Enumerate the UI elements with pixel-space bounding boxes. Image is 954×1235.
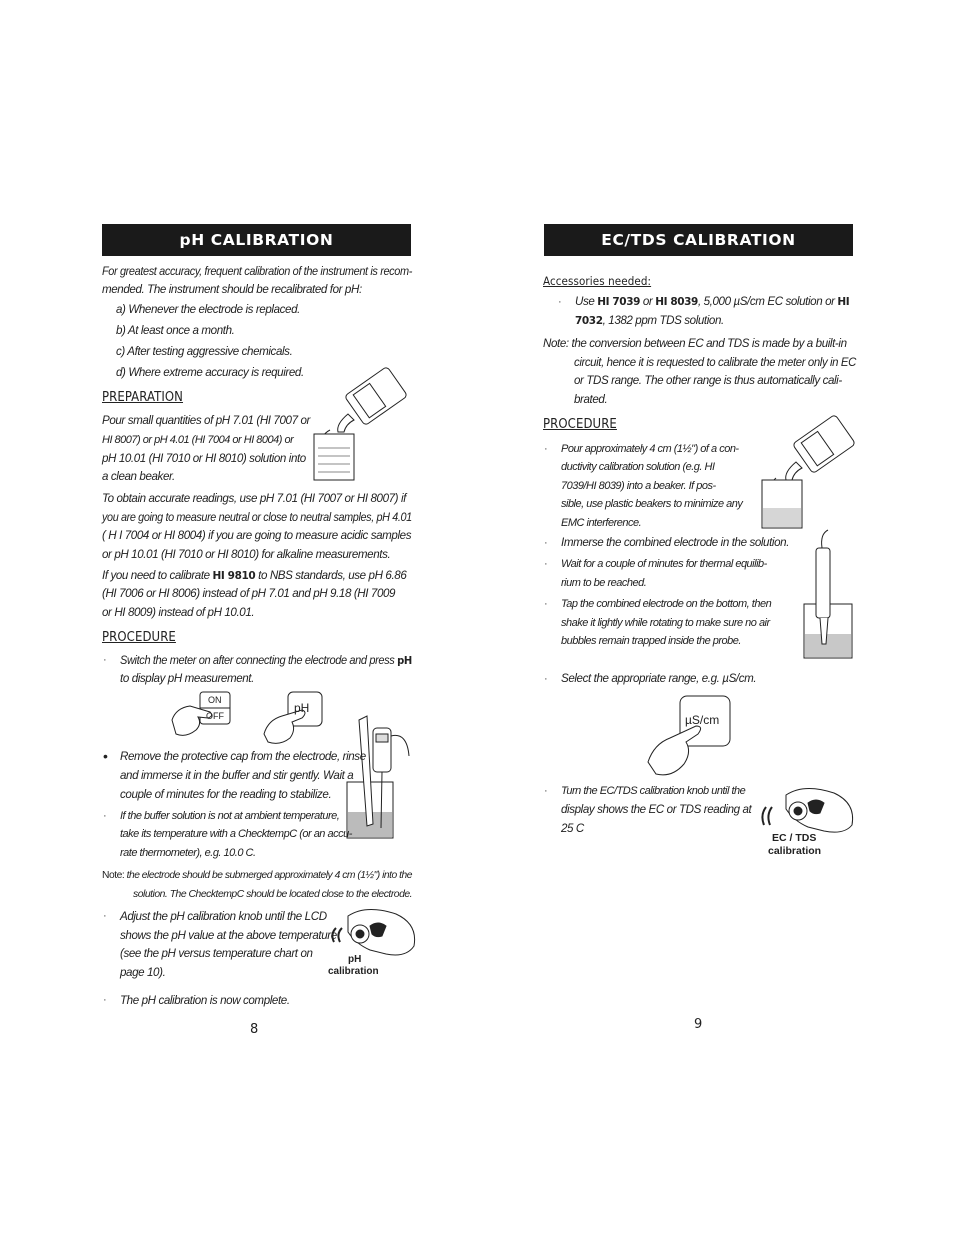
ph-key-ref: pH [397,655,412,667]
step5-line: The pH calibration is now complete. [120,994,290,1007]
model-name: HI 7039 [597,296,641,308]
ec-step6-line: Turn the EC/TDS calibration knob until the [561,785,746,797]
acc-text: Use [575,295,598,308]
ec-step6-line: display shows the EC or TDS reading at [561,803,752,816]
accurate-line: To obtain accurate readings, use pH 7.01 (HI 7007 or HI 8007) if [102,492,406,505]
off-label: OFF [206,711,224,721]
hand-us-cm-key-illustration [646,694,734,782]
hand-ph-key-illustration [262,690,326,748]
ec-note-line: or TDS range. The other range is thus automatically cali- [574,374,842,387]
model-name: HI 8039 [655,296,698,308]
bullet-dot: · [103,994,107,1006]
page-number-right: 9 [694,1017,703,1032]
intro-line-2: mended. The instrument should be recalibrated for pH: [102,283,362,296]
accurate-line: ( H I 7004 or HI 8004) if you are going to measure acidic samples [102,529,412,542]
nbs-line-3: or HI 8009) instead of pH 10.01. [102,606,255,619]
ec-step1-line: EMC interference. [561,517,642,529]
bullet-dot: · [103,810,107,822]
prep-line: HI 8007) or pH 4.01 (HI 7004 or HI 8004) or [102,434,294,446]
step1-line-1 [120,652,412,671]
step3-line: If the buffer solution is not at ambient temperature, [120,810,340,822]
nbs-line-2: (HI 7006 or HI 8006) instead of pH 7.01 and pH 9.18 (HI 7009 [102,587,396,600]
ec-step5-line: Select the appropriate range, e.g. µS/cm. [561,672,757,685]
step4-line: page 10). [120,966,166,979]
list-item: d) Where extreme accuracy is required. [116,366,304,379]
procedure-heading-left: PROCEDURE [102,630,176,645]
ec-tds-calibration-title [544,224,853,256]
ec-step6-line: 25 C [561,822,584,835]
step4-line: Adjust the pH calibration knob until the LCD [120,910,327,923]
note-label: Note: [102,869,125,881]
page-number-left: 8 [250,1022,259,1037]
step2-line: and immerse it in the buffer and stir gently. Wait a [120,769,354,782]
ec-step2-line: Immerse the combined electrode in the solution. [561,536,790,549]
on-label: ON [208,695,222,705]
ec-step4-line: shake it lightly while rotating to make sure no air [561,617,770,629]
nbs-pre: If you need to calibrate [102,569,213,582]
bullet-dot: · [544,537,548,549]
ph-calibration-title-text: pH CALIBRATION [179,231,334,249]
ec-step4-line: bubbles remain trapped inside the probe. [561,635,741,647]
prep-line: Pour small quantities of pH 7.01 (HI 7007 or [102,414,310,427]
model-name: HI [837,296,850,308]
ph-knob-label-1: pH [348,954,362,965]
nbs-post: to NBS standards, use pH 6.86 [255,569,407,582]
ph-calibration-title [102,224,411,256]
bullet-dot: · [544,558,548,570]
step4-line: (see the pH versus temperature chart on [120,947,313,960]
intro-line-1: For greatest accuracy, frequent calibration of the instrument is recom- [102,265,412,278]
hand-on-off-illustration [170,690,236,740]
electrode-beaker-illustration [345,716,415,842]
accessories-line-2 [575,312,724,331]
acc-text: or [640,295,656,308]
bullet-dot: · [103,910,107,922]
bullet-dot: · [544,673,548,685]
ec-step3-line: Wait for a couple of minutes for thermal equilib- [561,558,767,570]
acc-text: , 1382 ppm TDS solution. [602,314,724,327]
prep-line: pH 10.01 (HI 7010 or HI 8010) solution into [102,452,306,465]
ec-note-line: circuit, hence it is requested to calibrate the meter only in EC [574,356,857,369]
bullet-dot: · [544,443,548,455]
step1-line-2: to display pH measurement. [120,672,254,685]
accessories-heading: Accessories needed: [543,274,652,288]
step2-line: Remove the protective cap from the electrode, rinse [120,750,366,763]
acc-text: , 5,000 µS/cm EC solution or [697,295,838,308]
accessories-line-1 [575,293,849,312]
ec-knob-label-2: calibration [768,845,822,857]
model-name: 7032 [575,315,603,327]
procedure-heading-right: PROCEDURE [543,417,617,432]
ec-step1-line: ductivity calibration solution (e.g. HI [561,461,715,473]
accurate-line: you are going to measure neutral or close to neutral samples, pH 4.01 [102,511,412,524]
step4-line: shows the pH value at the above temperature [120,929,337,942]
list-item: b) At least once a month. [116,324,235,337]
preparation-heading: PREPARATION [102,390,184,405]
us-cm-key-label: µS/cm [685,713,720,727]
list-item: a) Whenever the electrode is replaced. [116,303,300,316]
ec-step1-line: 7039/HI 8039) into a beaker. If pos- [561,480,716,492]
bullet-dot: · [558,296,562,308]
ph-key-label: pH [294,701,310,715]
ec-note-line: Note: the conversion between EC and TDS is made by a built-in [543,337,847,350]
step1-pre: Switch the meter on after connecting the electrode and press [120,654,398,667]
list-item: c) After testing aggressive chemicals. [116,345,293,358]
bullet-dot: • [103,748,108,764]
note-line-2: solution. The ChecktempC should be located close to the electrode. [133,888,413,900]
ph-knob-label-2: calibration [328,966,379,977]
bottle-beaker-illustration [308,372,413,482]
step3-line: rate thermometer), e.g. 10.0 C. [120,847,256,859]
step3-line: take its temperature with a ChecktempC (or an accu- [120,828,352,840]
ec-step4-line: Tap the combined electrode on the bottom, then [561,598,772,610]
ec-step1-line: sible, use plastic beakers to minimize any [561,498,743,510]
bullet-dot: · [544,785,548,797]
bullet-dot: · [103,654,107,666]
ec-step3-line: rium to be reached. [561,577,647,589]
ec-note-line: brated. [574,393,608,406]
note-line-1 [102,866,412,885]
accurate-line: or pH 10.01 (HI 7010 or HI 8010) for alkaline measurements. [102,548,391,561]
ec-electrode-beaker-illustration [800,528,858,662]
ec-step1-line: Pour approximately 4 cm (1½") of a con- [561,443,739,455]
nbs-line-1 [102,567,406,586]
model-name: HI 9810 [212,570,256,582]
prep-line: a clean beaker. [102,470,175,483]
note-text: the electrode should be submerged approximately 4 cm (1½") into the [124,869,413,881]
step2-line: couple of minutes for the reading to stabilize. [120,788,332,801]
ec-tds-calibration-title-text: EC/TDS CALIBRATION [601,231,796,249]
ec-knob-label-1: EC / TDS [772,832,817,844]
ec-tds-knob-illustration [760,785,858,859]
ph-knob-illustration [326,906,418,978]
ec-bottle-beaker-illustration [758,420,858,530]
bullet-dot: · [544,598,548,610]
